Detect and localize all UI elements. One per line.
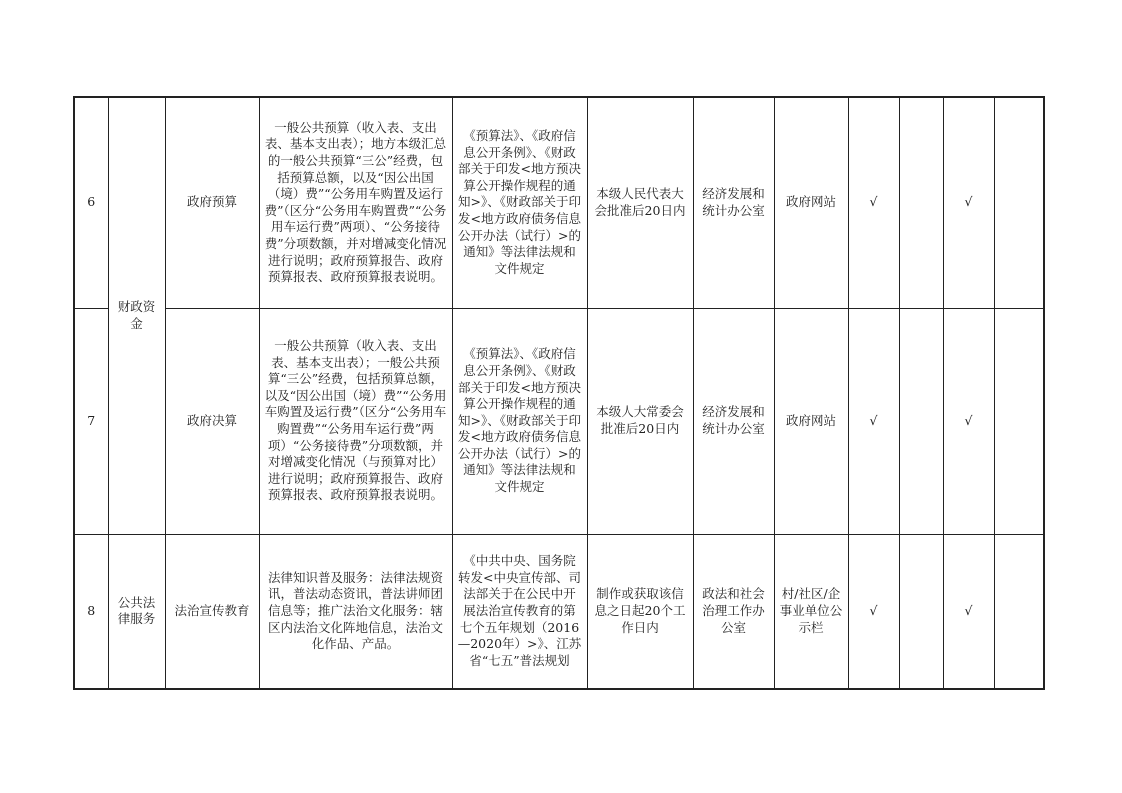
channel-cell: 村/社区/企事业单位公示栏 (774, 534, 848, 689)
check-cell-d (994, 308, 1044, 534)
disclosure-table (73, 96, 1045, 690)
check-cell-a: √ (848, 97, 899, 308)
department-cell: 经济发展和统计办公室 (693, 97, 774, 308)
channel-cell: 政府网站 (774, 97, 848, 308)
item-cell: 政府决算 (165, 308, 259, 534)
category-cell: 财政资金 (108, 97, 165, 534)
row-number: 7 (74, 308, 108, 534)
channel-cell: 政府网站 (774, 308, 848, 534)
item-cell: 法治宣传教育 (165, 534, 259, 689)
content-cell: 一般公共预算（收入表、支出表、基本支出表）；一般公共预算“三公”经费，包括预算总额，以及“因公出国（境）费”“公务用车购置及运行费”（区分“公务用车购置费”“公务用车运行费”两项）“公务接待费”分项数额，并对增减变化情况（与预算对比）进行说明；政府预算报告、政府预算报表、政府预算报表说明。 (259, 308, 452, 534)
check-cell-b (899, 97, 943, 308)
check-cell-d (994, 534, 1044, 689)
basis-cell: 《中共中央、国务院转发<中央宣传部、司法部关于在公民中开展法治宣传教育的第七个五年规划（2016—2020年）>》、江苏省“七五”普法规划 (452, 534, 587, 689)
row-number: 8 (74, 534, 108, 689)
time-limit-cell: 本级人民代表大会批准后20日内 (587, 97, 693, 308)
check-cell-c: √ (943, 97, 994, 308)
check-cell-a: √ (848, 534, 899, 689)
content-cell: 一般公共预算（收入表、支出表、基本支出表）；地方本级汇总的一般公共预算“三公”经费，包括预算总额，以及“因公出国（境）费”“公务用车购置及运行费”（区分“公务用车购置费”“公务用车运行费”两项）、“公务接待费”分项数额，并对增减变化情况进行说明；政府预算报告、政府预算报表、政府预算报表说明。 (259, 97, 452, 308)
row-number: 6 (74, 97, 108, 308)
basis-cell: 《预算法》、《政府信息公开条例》、《财政部关于印发<地方预决算公开操作规程的通知>》、《财政部关于印发<地方政府债务信息公开办法（试行）>的通知》等法律法规和文件规定 (452, 97, 587, 308)
check-cell-c: √ (943, 308, 994, 534)
table-row (74, 534, 1044, 689)
time-limit-cell: 本级人大常委会批准后20日内 (587, 308, 693, 534)
item-cell: 政府预算 (165, 97, 259, 308)
category-cell: 公共法律服务 (108, 534, 165, 689)
check-cell-b (899, 308, 943, 534)
table-row (74, 97, 1044, 308)
check-cell-b (899, 534, 943, 689)
content-cell: 法律知识普及服务：法律法规资讯，普法动态资讯，普法讲师团信息等；推广法治文化服务：辖区内法治文化阵地信息，法治文化作品、产品。 (259, 534, 452, 689)
basis-cell: 《预算法》、《政府信息公开条例》、《财政部关于印发<地方预决算公开操作规程的通知>》、《财政部关于印发<地方政府债务信息公开办法（试行）>的通知》等法律法规和文件规定 (452, 308, 587, 534)
department-cell: 经济发展和统计办公室 (693, 308, 774, 534)
time-limit-cell: 制作或获取该信息之日起20个工作日内 (587, 534, 693, 689)
check-cell-d (994, 97, 1044, 308)
check-cell-a: √ (848, 308, 899, 534)
department-cell: 政法和社会治理工作办公室 (693, 534, 774, 689)
check-cell-c: √ (943, 534, 994, 689)
table-row (74, 308, 1044, 534)
